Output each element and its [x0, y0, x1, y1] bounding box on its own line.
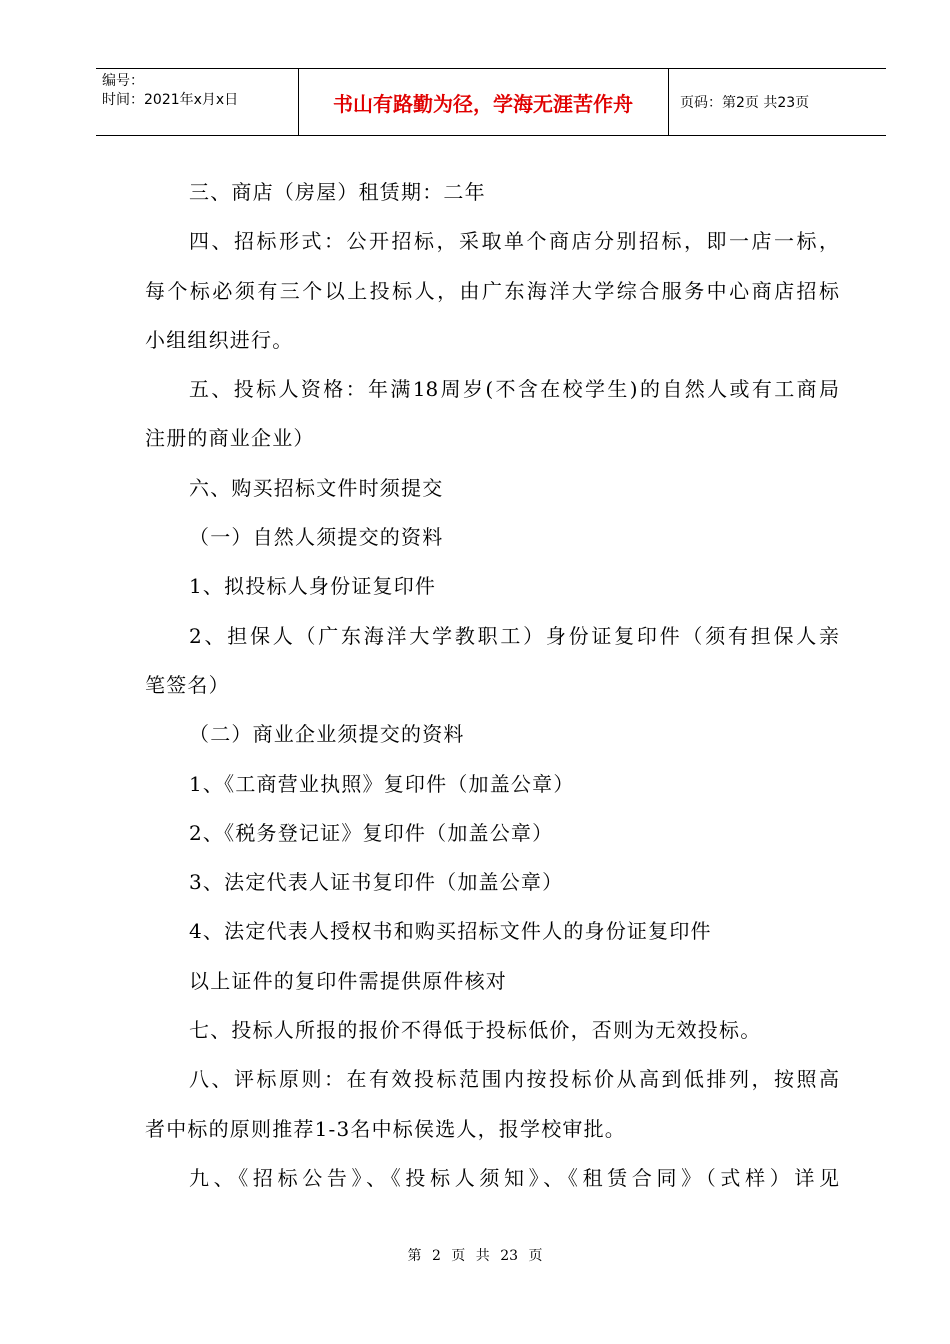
document-number-label: 编号： [102, 73, 144, 89]
page-footer: 第 2 页 共 23 页 [407, 1248, 543, 1264]
paragraph-line: 注册的商业企业） [145, 426, 315, 451]
paragraph-line: 八、评标原则：在有效投标范围内按投标价从高到低排列，按照高 [189, 1067, 839, 1092]
paragraph-line: 2、担保人（广东海洋大学教职工）身份证复印件（须有担保人亲 [189, 623, 839, 648]
document-time-label: 时间：2021年x月x日 [102, 92, 239, 108]
paragraph-line: 以上证件的复印件需提供原件核对 [189, 968, 507, 993]
paragraph-line: 笔签名） [145, 672, 230, 697]
paragraph-line: 小组组织进行。 [145, 327, 294, 352]
paragraph-line: 2、《税务登记证》复印件（加盖公章） [189, 820, 554, 845]
paragraph-line: 三、商店（房屋）租赁期：二年 [189, 180, 486, 204]
paragraph-line: 每个标必须有三个以上投标人，由广东海洋大学综合服务中心商店招标 [145, 278, 839, 303]
paragraph-line: 九、《招标公告》、《投标人须知》、《租赁合同》（式样）详见 [189, 1165, 839, 1190]
paragraph-line: 1、拟投标人身份证复印件 [189, 574, 437, 599]
header-divider-2 [668, 68, 669, 136]
paragraph-line: 1、《工商营业执照》复印件（加盖公章） [189, 771, 575, 796]
paragraph-line: （二）商业企业须提交的资料 [189, 722, 465, 747]
header-meta [102, 72, 238, 110]
paragraph-line: 4、法定代表人授权书和购买招标文件人的身份证复印件 [189, 919, 712, 944]
paragraph-line: （一）自然人须提交的资料 [189, 525, 444, 550]
paragraph-line: 六、购买招标文件时须提交 [189, 475, 444, 500]
paragraph-line: 3、法定代表人证书复印件（加盖公章） [189, 870, 564, 895]
paragraph-line: 七、投标人所报的报价不得低于投标低价，否则为无效投标。 [189, 1018, 762, 1043]
page-header [96, 68, 886, 136]
paragraph-line: 五、投标人资格：年满18周岁(不含在校学生)的自然人或有工商局 [189, 377, 839, 402]
header-motto: 书山有路勤为径，学海无涯苦作舟 [333, 91, 633, 116]
header-page-info: 页码：第2页 共23页 [680, 95, 810, 111]
document-body [145, 172, 839, 1207]
paragraph-line: 四、招标形式：公开招标，采取单个商店分别招标，即一店一标， [189, 229, 839, 254]
paragraph-line: 者中标的原则推荐1-3名中标侯选人，报学校审批。 [145, 1116, 627, 1141]
